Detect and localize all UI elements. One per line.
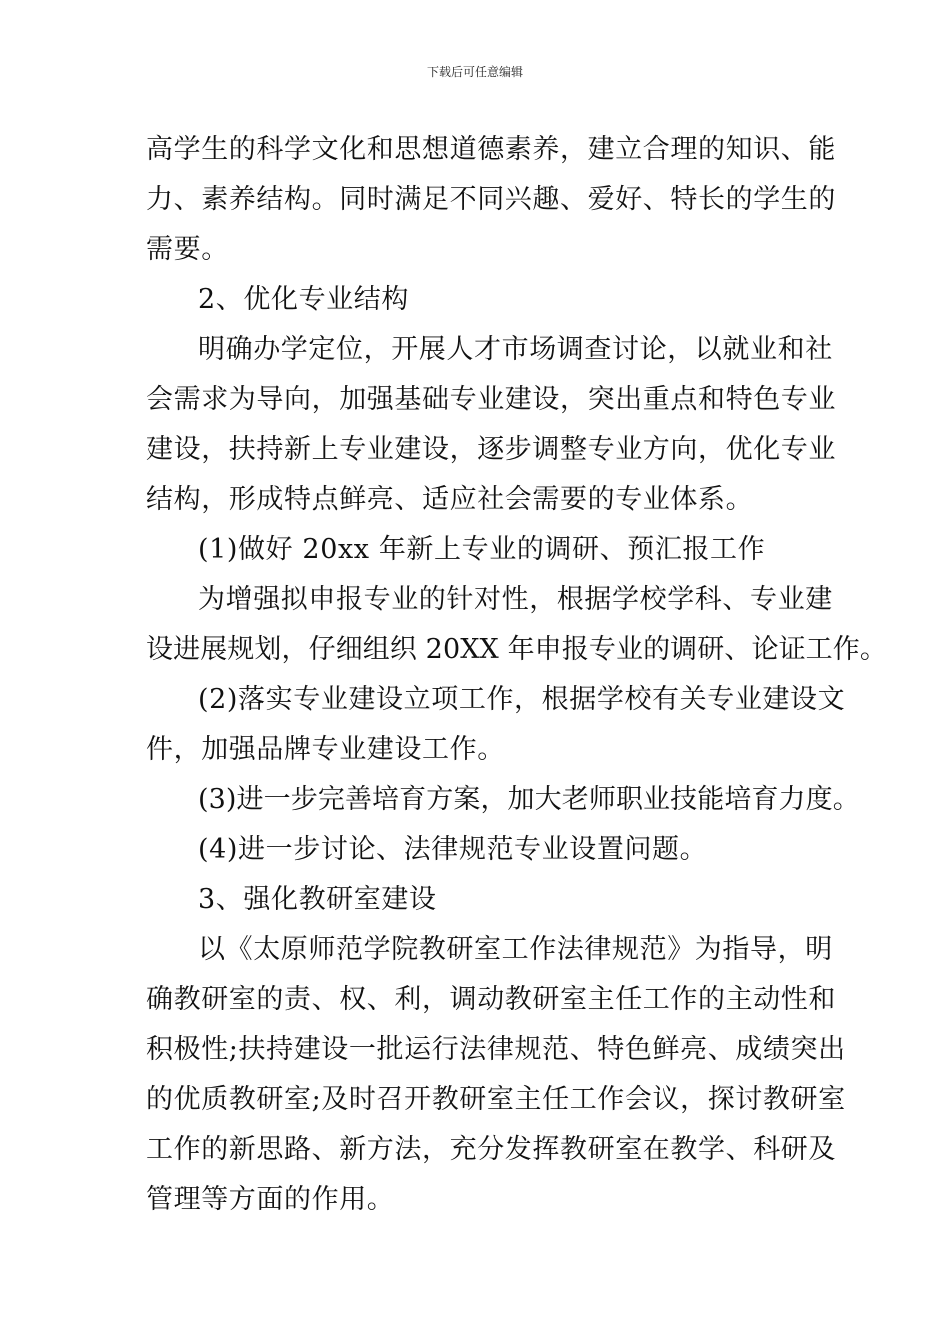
body-line: 力、素养结构。同时满足不同兴趣、爱好、特长的学生的 xyxy=(146,184,836,215)
body-line: 会需求为导向，加强基础专业建设，突出重点和特色专业 xyxy=(146,384,836,415)
list-item: (4)进一步讨论、法律规范专业设置问题。 xyxy=(198,834,708,865)
body-line: 工作的新思路、新方法，充分发挥教研室在教学、科研及 xyxy=(146,1134,836,1165)
section-heading: 2、优化专业结构 xyxy=(198,284,409,315)
body-line: 的优质教研室;及时召开教研室主任工作会议，探讨教研室 xyxy=(146,1084,846,1115)
body-line: 管理等方面的作用。 xyxy=(146,1184,395,1215)
section-heading: 3、强化教研室建设 xyxy=(198,884,437,915)
page-header-note: 下载后可任意编辑 xyxy=(426,65,523,79)
body-line: 建设，扶持新上专业建设，逐步调整专业方向，优化专业 xyxy=(146,434,836,465)
body-line: 积极性;扶持建设一批运行法律规范、特色鲜亮、成绩突出 xyxy=(146,1034,846,1065)
list-item: (3)进一步完善培育方案，加大老师职业技能培育力度。 xyxy=(198,784,860,815)
body-line: 设进展规划，仔细组织 20XX 年申报专业的调研、论证工作。 xyxy=(146,634,887,665)
body-line: 高学生的科学文化和思想道德素养，建立合理的知识、能 xyxy=(146,134,836,165)
body-line: 件，加强品牌专业建设工作。 xyxy=(146,734,505,765)
body-line: 结构，形成特点鲜亮、适应社会需要的专业体系。 xyxy=(146,484,754,515)
body-line: 以《太原师范学院教研室工作法律规范》为指导，明 xyxy=(198,934,833,965)
body-line: 确教研室的责、权、利，调动教研室主任工作的主动性和 xyxy=(146,984,836,1015)
body-line: 明确办学定位，开展人才市场调查讨论，以就业和社 xyxy=(198,334,833,365)
list-item: (1)做好 20xx 年新上专业的调研、预汇报工作 xyxy=(198,534,766,565)
body-line: 需要。 xyxy=(146,234,229,265)
list-item: (2)落实专业建设立项工作，根据学校有关专业建设文 xyxy=(198,684,846,715)
body-line: 为增强拟申报专业的针对性，根据学校学科、专业建 xyxy=(198,584,833,615)
